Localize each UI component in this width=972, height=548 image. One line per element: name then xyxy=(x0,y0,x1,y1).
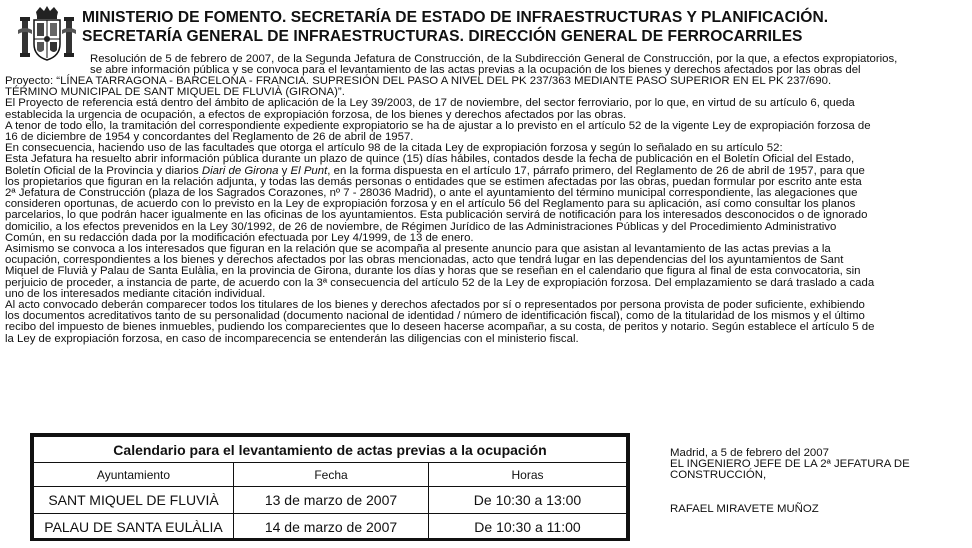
table-cell: De 10:30 a 11:00 xyxy=(429,514,627,541)
intro-line: se abre información pública y se convoca para el levantamiento de las actas previas a la ocupación de los bienes y derechos afectados por las obras del xyxy=(90,64,861,77)
intro-line: Resolución de 5 de febrero de 2007, de la Segunda Jefatura de Construcción, de la Subdirección General de Construcción, por la que, a efectos expropiatorios, xyxy=(90,53,898,65)
table-row xyxy=(34,487,627,514)
body-line: los propietarios que figuran en la relación adjunta, y todas las demás personas o entidades que se estimen afectadas por las obras, puedan formular por escrito ante esta xyxy=(5,175,862,188)
newspaper-name: El Punt xyxy=(290,164,328,177)
body-text-fragment: , en la forma dispuesta en el artículo 17, párrafo primero, del Reglamento de 26 de abril de 1957, para que xyxy=(327,164,865,177)
body-line: Esta Jefatura ha resuelto abrir información pública durante un plazo de quince (15) días hábiles, contados desde la fecha de publicación en el Boletín Oficial del Estado, xyxy=(5,153,855,166)
body-line: establecida la urgencia de ocupación, a efectos de expropiación forzosa, de los bienes y derechos afectados por las obras. xyxy=(5,108,627,121)
body-line: Al acto convocado deberán comparecer todos los titulares de los bienes y derechos afectados por sí o representados por persona provista de poder suficiente, exhibiendo xyxy=(5,299,865,312)
body-line: domicilio, a los efectos prevenidos en la Ley 30/1992, de 26 de noviembre, de Régimen Jurídico de las Administraciones Públicas y del Procedimiento Administrativo xyxy=(5,220,837,233)
body-text-fragment: Boletín Oficial de la Provincia y diarios xyxy=(5,164,202,177)
table-cell: 14 de marzo de 2007 xyxy=(234,514,429,541)
body-line: la Ley de expropiación forzosa, en caso de incomparecencia se entenderán las diligencias con el ministerio fiscal. xyxy=(5,332,579,345)
signature-name: RAFAEL MIRAVETE MUÑOZ xyxy=(670,502,819,515)
body-line: 16 de diciembre de 1954 y concordantes del Reglamento de 26 de abril de 1957. xyxy=(5,131,414,144)
body-line: los documentos acreditativos tanto de su personalidad (documento nacional de identidad / número de identificación fiscal), como de la titularidad de los mismos y el último xyxy=(5,310,865,323)
body-text xyxy=(5,76,970,345)
column-header-ayuntamiento: Ayuntamiento xyxy=(34,463,234,487)
body-line: parcelarios, lo que podrán hacer igualmente en las oficinas de los ayuntamientos. Esta publicación servirá de notificación para los interesados desconocidos o de ignorado xyxy=(5,209,868,222)
body-line: 2ª Jefatura de Construcción (plaza de los Sagrados Corazones, nº 7 - 28036 Madrid), o ante el ayuntamiento del término municipal correspondiente, las alegaciones que xyxy=(5,187,858,200)
document-header xyxy=(10,6,965,52)
calendar-caption: Calendario para el levantamiento de actas previas a la ocupación xyxy=(34,437,627,463)
body-line: Asimismo se convoca a los interesados que figuran en la relación que se acompaña al presente anuncio para que asistan al levantamiento de las actas previas a la xyxy=(5,243,831,256)
table-cell: PALAU DE SANTA EULÀLIA xyxy=(34,514,234,541)
body-line: Miquel de Fluvià y Palau de Santa Eulàlia, en la provincia de Girona, durante los días y horas que se reseñan en el calendario que figura al final de esta convocatoria, sin xyxy=(5,265,861,278)
page-title xyxy=(82,8,962,46)
table-cell: De 10:30 a 13:00 xyxy=(429,487,627,514)
body-line: recibo del impuesto de bienes inmuebles, pudiendo los comparecientes que lo deseen hacerse acompañar, a su costa, de peritos y notario. Según establece el artículo 5 de xyxy=(5,321,875,334)
table-row xyxy=(34,514,627,541)
body-line: El Proyecto de referencia está dentro del ámbito de aplicación de la Ley 39/2003, de 17 de noviembre, del sector ferroviario, por lo que, en virtud de su artículo 6, queda xyxy=(5,97,855,110)
body-line: ocupación, correspondientes a los bienes y derechos afectados por las obras mencionadas, acto que tendrá lugar en las dependencias del los ayuntamientos de Sant xyxy=(5,254,844,267)
signature-role: CONSTRUCCIÓN, xyxy=(670,469,767,482)
column-header-fecha: Fecha xyxy=(234,463,429,487)
signature-role: EL INGENIERO JEFE DE LA 2ª JEFATURA DE xyxy=(670,458,910,471)
body-line: Común, en su redacción dada por la modificación efectuada por Ley 4/1999, de 13 de enero. xyxy=(5,231,474,244)
spanish-coat-of-arms-icon xyxy=(16,6,78,62)
title-line-2: SECRETARÍA GENERAL DE INFRAESTRUCTURAS. DIRECCIÓN GENERAL DE FERROCARRILES xyxy=(82,28,803,45)
body-text-fragment: y xyxy=(278,164,291,177)
column-header-horas: Horas xyxy=(429,463,627,487)
calendar-table xyxy=(30,433,630,541)
intro-paragraph xyxy=(90,54,960,76)
table-cell: SANT MIQUEL DE FLUVIÀ xyxy=(34,487,234,514)
body-line: Proyecto: “LÍNEA TARRAGONA - BARCELONA - FRANCIA. SUPRESIÓN DEL PASO A NIVEL DEL PK 237/363 MEDIANTE PASO SUPERIOR EN EL PK 237/690. xyxy=(5,75,832,87)
signature-block xyxy=(670,448,965,515)
body-line: A tenor de todo ello, la tramitación del correspondiente expediente expropiatorio se ha de ajustar a lo previsto en el artículo 52 de la vigente Ley de expropiación forzosa de xyxy=(5,119,871,132)
body-line: uno de los interesados mediante citación individual. xyxy=(5,287,266,300)
table-cell: 13 de marzo de 2007 xyxy=(234,487,429,514)
signature-place-date: Madrid, a 5 de febrero del 2007 xyxy=(670,447,829,459)
newspaper-name: Diari de Girona xyxy=(201,164,279,177)
signature-spacer xyxy=(670,482,965,504)
title-line-1: MINISTERIO DE FOMENTO. SECRETARÍA DE ESTADO DE INFRAESTRUCTURAS Y PLANIFICACIÓN. xyxy=(82,9,829,26)
body-line: TÉRMINO MUNICIPAL DE SANT MIQUEL DE FLUVIÀ (GIRONA)”. xyxy=(5,86,345,99)
body-line: En consecuencia, haciendo uso de las facultades que otorga el artículo 98 de la citada Ley de expropiación forzosa y según lo señalado en su artículo 52: xyxy=(5,142,783,155)
body-line: perjuicio de proceder, a instancia de parte, de acuerdo con la 3ª consecuencia del artículo 52 de la Ley de expropiación forzosa. Del emplazamiento se dará traslado a cada xyxy=(5,276,875,289)
body-line: consideren oportunas, de acuerdo con lo previsto en la Ley de expropiación forzosa y en el artículo 56 del Reglamento para su aplicación, así como consultar los planos xyxy=(5,198,856,211)
